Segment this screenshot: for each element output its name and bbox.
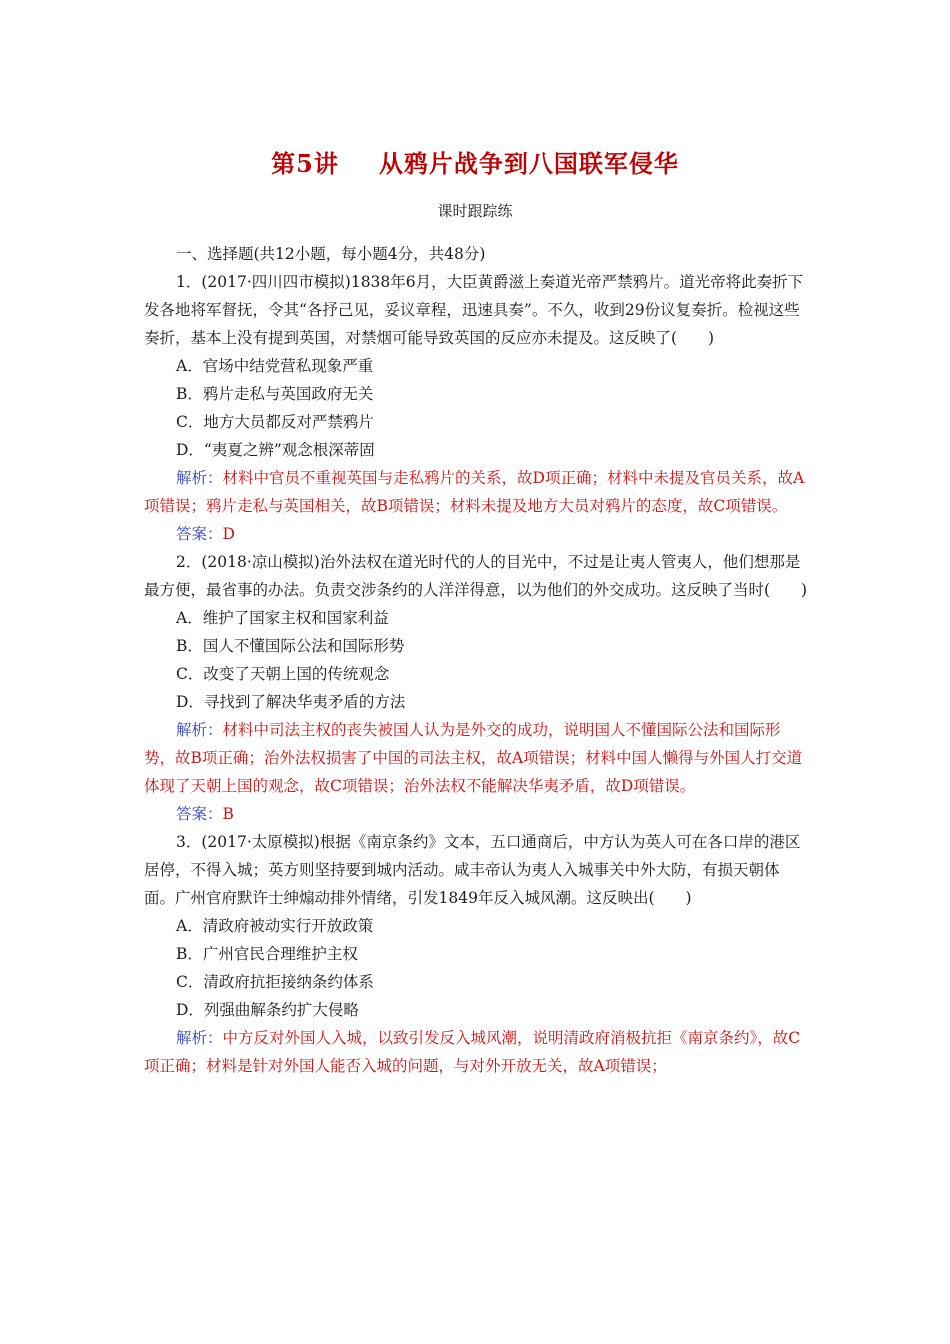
answer-label: 答案： xyxy=(176,525,223,543)
question-1-stem: 1．(2017·四川四市模拟)1838年6月，大臣黄爵滋上奏道光帝严禁鸦片。道光帝将此奏折下发各地将军督抚，令其“各抒己见，妥议章程，迅速具奏”。不久，收到29份议复奏折。检视这些奏折，基本上没有提到英国，对禁烟可能导致英国的反应亦未提及。这反映了( ) xyxy=(144,273,804,347)
question-1-option-c: C．地方大员都反对严禁鸦片 xyxy=(176,413,374,431)
question-3-option-a: A．清政府被动实行开放政策 xyxy=(176,917,374,935)
analysis-label: 解析： xyxy=(176,721,223,739)
question-3-option-c: C．清政府抗拒接纳条约体系 xyxy=(176,973,374,991)
question-3-option-b: B．广州官民合理维护主权 xyxy=(176,945,358,963)
question-2-answer xyxy=(144,800,810,828)
question-1-option-d: D．“夷夏之辨”观念根深蒂固 xyxy=(176,441,375,459)
question-2-option-d: D．寻找到了解决华夷矛盾的方法 xyxy=(176,693,406,711)
title-lecture-number: 第5讲 xyxy=(271,149,339,178)
answer-value: B xyxy=(222,805,234,823)
analysis-text: 中方反对外国人入城，以致引发反入城风潮，说明清政府消极抗拒《南京条约》，故C项正确；材料是针对外国人能否入城的问题，与对外开放无关，故A项错误； xyxy=(144,1029,801,1075)
page-subtitle: 课时跟踪练 xyxy=(437,202,513,220)
question-2-option-b: B．国人不懂国际公法和国际形势 xyxy=(176,637,405,655)
analysis-text: 材料中官员不重视英国与走私鸦片的关系，故D项正确；材料中未提及官员关系，故A项错误；鸦片走私与英国相关，故B项错误；材料未提及地方大员对鸦片的态度，故C项错误。 xyxy=(144,469,805,515)
question-1-option-b: B．鸦片走私与英国政府无关 xyxy=(176,385,374,403)
question-2-stem: 2．(2018·凉山模拟)治外法权在道光时代的人的目光中，不过是让夷人管夷人，他们想那是最方便，最省事的办法。负责交涉条约的人洋洋得意，以为他们的外交成功。这反映了当时( ) xyxy=(144,553,808,599)
section-heading: 一、选择题(共12小题，每小题4分，共48分) xyxy=(176,245,486,263)
question-3-analysis xyxy=(144,1024,810,1080)
question-2-option-a: A．维护了国家主权和国家利益 xyxy=(176,609,389,627)
answer-label: 答案： xyxy=(176,805,223,823)
question-2-option-c: C．改变了天朝上国的传统观念 xyxy=(176,665,390,683)
title-topic: 从鸦片战争到八国联军侵华 xyxy=(378,149,679,178)
question-3-option-d: D．列强曲解条约扩大侵略 xyxy=(176,1001,359,1019)
analysis-text: 材料中司法主权的丧失被国人认为是外交的成功，说明国人不懂国际公法和国际形势，故B项正确；治外法权损害了中国的司法主权，故A项错误；材料中国人懒得与外国人打交道体现了天朝上国的观念，故C项错误；治外法权不能解决华夷矛盾，故D项错误。 xyxy=(144,721,803,795)
exercise-content xyxy=(144,240,810,1080)
question-3-stem: 3．(2017·太原模拟)根据《南京条约》文本，五口通商后，中方认为英人可在各口岸的港区居停，不得入城；英方则坚持要到城内活动。咸丰帝认为夷人入城事关中外大防，有损天朝体面。广州官府默许士绅煽动排外情绪，引发1849年反入城风潮。这反映出( ) xyxy=(144,833,801,907)
question-2-analysis xyxy=(144,716,810,800)
question-1-option-a: A．官场中结党营私现象严重 xyxy=(176,357,374,375)
question-1-analysis xyxy=(144,464,810,520)
analysis-label: 解析： xyxy=(176,1029,223,1047)
answer-value: D xyxy=(222,525,235,543)
page-title xyxy=(0,144,950,179)
question-1-answer xyxy=(144,520,810,548)
analysis-label: 解析： xyxy=(176,469,223,487)
